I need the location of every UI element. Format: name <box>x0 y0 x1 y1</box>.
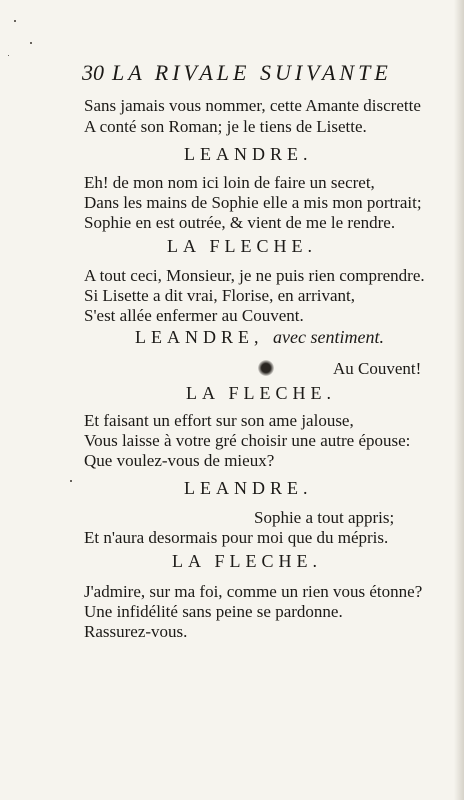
verse-line: S'est allée enfermer au Couvent. <box>84 306 304 325</box>
running-title: LA RIVALE SUIVANTE <box>112 60 392 85</box>
verse-line: Eh! de mon nom ici loin de faire un secret, <box>84 173 375 192</box>
verse-line: Sophie a tout appris; <box>254 508 395 527</box>
speaker-name: LA FLECHE. <box>167 236 318 256</box>
paper-speck <box>30 42 32 44</box>
verse-line: Au Couvent! <box>333 359 422 378</box>
verse-line: Que voulez-vous de mieux? <box>84 451 275 470</box>
verse-line: A tout ceci, Monsieur, je ne puis rien comprendre. <box>84 266 425 285</box>
verse-line: Et faisant un effort sur son ame jalouse, <box>84 411 354 430</box>
speaker-name: LEANDRE. <box>184 478 313 498</box>
paper-speck <box>14 20 16 22</box>
verse-line: J'admire, sur ma foi, comme un rien vous étonne? <box>84 582 423 601</box>
speaker-name: LA FLECHE. <box>186 383 337 403</box>
speaker-label: LEANDRE, <box>135 327 264 347</box>
verse-line: Une infidélité sans peine se pardonne. <box>84 602 343 621</box>
ink-blot <box>258 360 274 376</box>
verse-line: Si Lisette a dit vrai, Florise, en arrivant, <box>84 286 355 305</box>
speaker-name <box>135 326 384 348</box>
verse-line: Rassurez-vous. <box>84 622 188 641</box>
verse-line: Sans jamais vous nommer, cette Amante discrette <box>84 96 421 115</box>
verse-line: Sophie en est outrée, & vient de me le rendre. <box>84 213 396 232</box>
verse-line: A conté son Roman; je le tiens de Lisette. <box>84 117 367 136</box>
page-edge-shadow <box>454 0 464 800</box>
verse-line: Vous laisse à votre gré choisir une autre épouse: <box>84 431 411 450</box>
paper-speck <box>70 480 72 482</box>
speaker-name: LEANDRE. <box>184 144 313 164</box>
stage-direction: avec sentiment. <box>273 327 384 347</box>
page-header <box>82 60 412 90</box>
verse-line: Et n'aura desormais pour moi que du mépris. <box>84 528 389 547</box>
page-number: 30 <box>82 60 104 85</box>
speaker-name: LA FLECHE. <box>172 551 323 571</box>
verse-line: Dans les mains de Sophie elle a mis mon portrait; <box>84 193 422 212</box>
paper-speck <box>8 55 9 56</box>
